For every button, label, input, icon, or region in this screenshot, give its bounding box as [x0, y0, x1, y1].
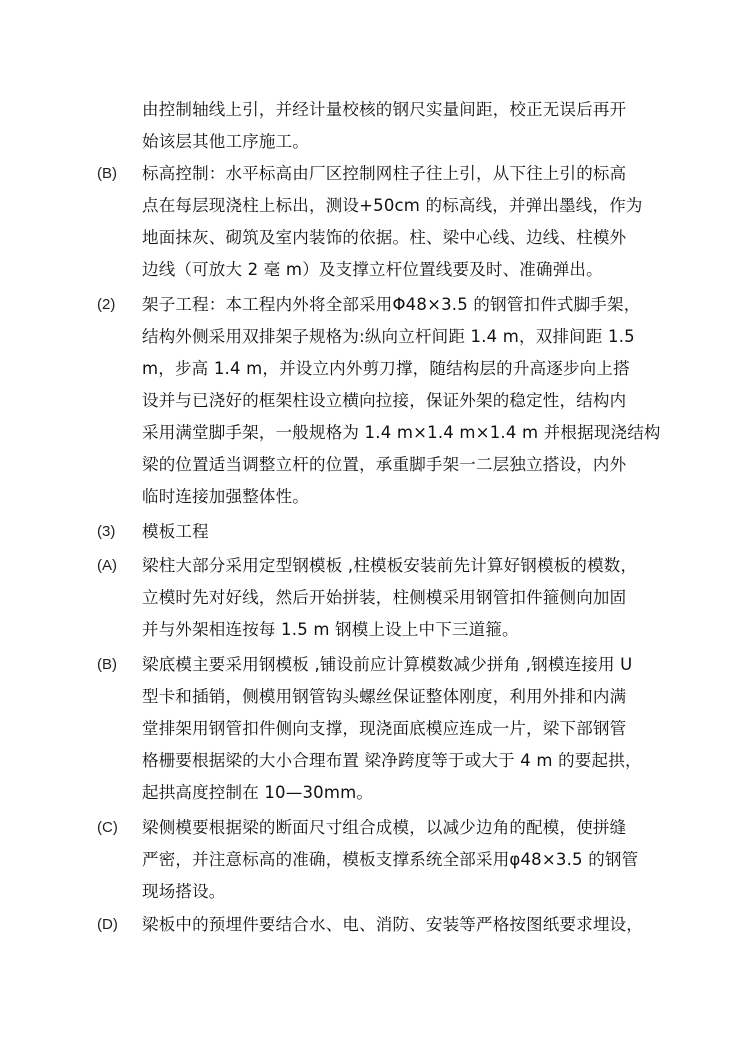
- text-line: 标高控制：水平标高由厂区控制网柱子往上引，从下往上引的标高: [142, 164, 627, 183]
- text-line: 堂排架用钢管扣件侧向支撑，现浇面底模应连成一片，梁下部钢管: [142, 719, 627, 738]
- text-line: 起拱高度控制在 10—30mm。: [142, 783, 374, 802]
- text-line: 并与外架相连按每 1.5 m 钢模上设上中下三道箍。: [142, 620, 519, 639]
- text-line: 梁的位置适当调整立杆的位置，承重脚手架一二层独立搭设，内外: [142, 455, 627, 474]
- list-marker: (C): [97, 819, 118, 836]
- text-line: 架子工程：本工程内外将全部采用Φ48×3.5 的钢管扣件式脚手架，: [142, 295, 641, 314]
- text-line: m，步高 1.4 m，并设立内外剪刀撑，随结构层的升高逐步向上搭: [142, 359, 630, 378]
- list-marker: (D): [97, 916, 118, 933]
- text-line: 始该层其他工序施工。: [142, 132, 309, 151]
- text-line: 由控制轴线上引，并经计量校核的钢尺实量间距，校正无误后再开: [142, 100, 627, 119]
- text-line: 结构外侧采用双排架子规格为:纵向立杆间距 1.4 m，双排间距 1.5: [142, 327, 635, 346]
- text-line: 点在每层现浇柱上标出，测设+50cm 的标高线，并弹出墨线，作为: [142, 196, 643, 215]
- text-line: 地面抹灰、砌筑及室内装饰的依据。柱、梁中心线、边线、柱模外: [142, 228, 627, 247]
- list-marker: (3): [97, 523, 116, 540]
- text-line: 梁板中的预埋件要结合水、电、消防、安装等严格按图纸要求埋设，: [142, 915, 643, 934]
- text-line: 临时连接加强整体性。: [142, 487, 309, 506]
- text-line: 梁柱大部分采用定型钢模板 ,柱模板安装前先计算好钢模板的模数，: [142, 556, 638, 575]
- text-line: 严密，并注意标高的准确，模板支撑系统全部采用φ48×3.5 的钢管: [142, 850, 639, 869]
- text-line: 梁底模主要采用钢模板 ,铺设前应计算模数减少拼角 ,钢模连接用 U: [142, 655, 633, 674]
- section-heading: 模板工程: [142, 522, 209, 541]
- text-line: 设并与已浇好的框架柱设立横向拉接，保证外架的稳定性，结构内: [142, 391, 627, 410]
- text-line: 格栅要根据梁的大小合理布置 梁净跨度等于或大于 4 m 的要起拱，: [142, 751, 642, 770]
- text-line: 型卡和插销，侧模用钢管钩头螺丝保证整体刚度，利用外排和内满: [142, 687, 627, 706]
- text-line: 梁侧模要根据梁的断面尺寸组合成模，以减少边角的配模，使拼缝: [142, 818, 627, 837]
- text-line: 现场搭设。: [142, 882, 226, 901]
- list-marker: (B): [97, 656, 117, 673]
- text-line: 边线（可放大 2 毫 m）及支撑立杆位置线要及时、准确弹出。: [142, 260, 603, 279]
- text-line: 立模时先对好线，然后开始拼装，柱侧模采用钢管扣件箍侧向加固: [142, 588, 627, 607]
- list-marker: (A): [97, 557, 117, 574]
- list-marker: (2): [97, 296, 116, 313]
- list-marker: (B): [97, 165, 117, 182]
- text-line: 采用满堂脚手架，一般规格为 1.4 m×1.4 m×1.4 m 并根据现浇结构: [142, 423, 661, 442]
